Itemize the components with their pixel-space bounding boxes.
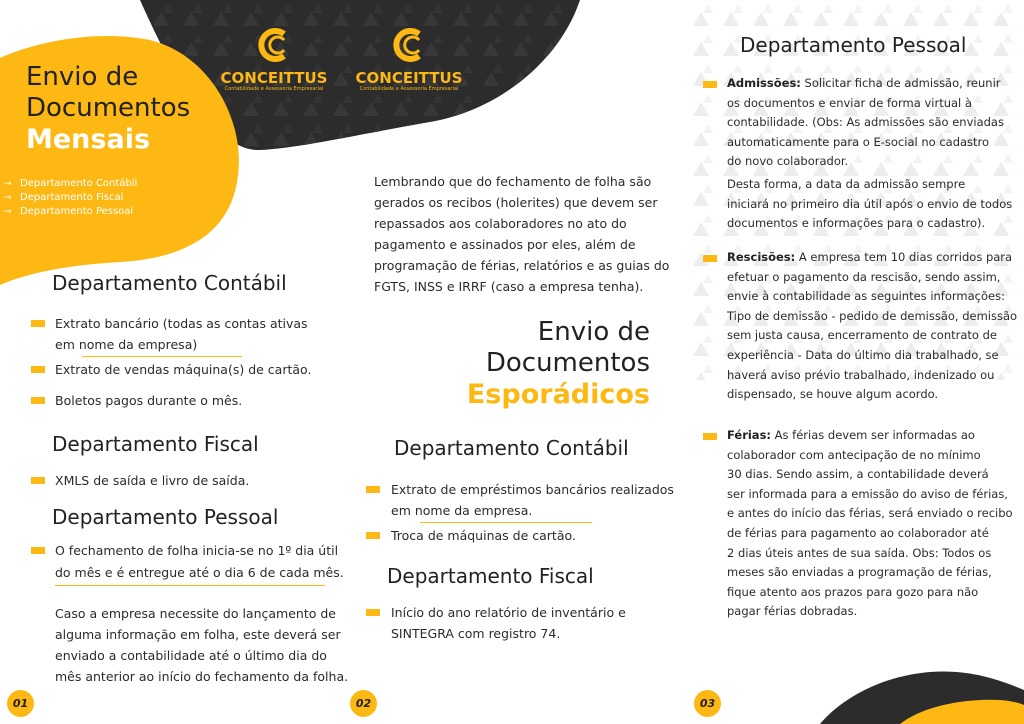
page-number: 01 [7, 690, 34, 717]
bullet-icon [703, 255, 717, 262]
note-line: Caso a empresa necessite do lançamento de [55, 606, 336, 621]
text-line: Solicitar ficha de admissão, reunir [800, 76, 1001, 90]
section-nav [4, 177, 137, 219]
text-line: sem justa causa, encerramento de contrato de [727, 328, 997, 343]
heading-contabil: Departamento Contábil [394, 436, 629, 460]
arrow-right-icon: → [4, 207, 12, 217]
intro-line: programação de férias, relatórios e as guias do [374, 258, 670, 273]
list-item: Extrato de empréstimos bancários realizados [391, 482, 674, 497]
heading-pessoal: Departamento Pessoal [740, 33, 967, 57]
text-line: haverá aviso prévio trabalhado, indenizado ou [727, 367, 995, 382]
list-item: em nome da empresa) [55, 337, 198, 352]
divider [420, 522, 592, 523]
heading-pessoal: Departamento Pessoal [52, 505, 279, 529]
title-line: Envio de [26, 62, 139, 92]
text-line: meses são enviadas a programação de férias, [727, 565, 992, 580]
title-line: Documentos [26, 93, 191, 123]
title-line: Documentos [485, 348, 650, 378]
text-line: experiência - Data do último dia trabalhado, se [727, 347, 999, 362]
page-number: 03 [694, 690, 721, 717]
intro-line: pagamento e assinados por eles, além de [374, 237, 636, 252]
note-line: mês anterior ao início do fechamento da folha. [55, 669, 349, 684]
title-highlight: Mensais [26, 124, 151, 155]
logo-right [354, 26, 464, 92]
text-line: ser informada para a emissão do aviso de férias, [727, 486, 1008, 501]
list-item: Extrato bancário (todas as contas ativas [55, 316, 308, 331]
bullet-icon [366, 532, 380, 539]
page-number: 02 [350, 690, 377, 717]
list-item: do mês e é entregue até o dia 6 de cada mês. [55, 565, 344, 580]
divider [82, 356, 242, 357]
text-line: de férias para pagamento ao colaborador até [727, 525, 989, 540]
nav-item[interactable] [4, 191, 137, 205]
brand-tagline: Contabilidade e Assessoria Empresarial [359, 86, 459, 92]
list-item: SINTEGRA com registro 74. [391, 626, 561, 641]
nav-item[interactable] [4, 205, 137, 219]
text-line: iniciará no primeiro dia útil após o envio de todos [727, 196, 1013, 211]
panel2-title [420, 317, 650, 410]
text-line: colaborador com antecipação de no mínimo [727, 447, 981, 462]
bullet-icon [31, 366, 45, 373]
text-line: os documentos e enviar de forma virtual à [727, 95, 972, 110]
panel1-title [26, 62, 190, 155]
text-line: 30 dias. Sendo assim, a contabilidade deverá [727, 467, 989, 482]
intro-line: repassados aos colaboradores no ato do [374, 216, 627, 231]
arrow-right-icon: → [4, 193, 12, 203]
title-line: Envio de [537, 317, 650, 347]
intro-line: gerados os recibos (holerites) que devem ser [374, 195, 658, 210]
rescisoes-label: Rescisões: [727, 250, 796, 264]
bullet-icon [31, 397, 45, 404]
ferias-label: Férias: [727, 428, 772, 442]
admissoes-label: Admissões: [727, 76, 801, 90]
nav-item[interactable] [4, 177, 137, 191]
bullet-icon [366, 609, 380, 616]
list-item: XMLS de saída e livro de saída. [55, 473, 250, 488]
text-line: 2 dias úteis antes de sua saída. Obs: Todos os [727, 545, 992, 560]
intro-line: FGTS, INSS e IRRF (caso a empresa tenha). [374, 279, 644, 294]
c-swoosh-icon [389, 26, 429, 64]
heading-contabil: Departamento Contábil [52, 271, 287, 295]
heading-fiscal: Departamento Fiscal [52, 432, 259, 456]
text-line: automaticamente para o E-social no cadastro [727, 134, 990, 149]
admissoes-block [727, 74, 1017, 234]
text-line: do novo colaborador. [727, 154, 849, 169]
list-item: Troca de máquinas de cartão. [391, 528, 576, 543]
text-line: contabilidade. (Obs: As admissões são enviadas [727, 115, 1004, 130]
c-swoosh-icon [254, 26, 294, 64]
divider [55, 585, 325, 586]
text-line: dispensado, se houve algum acordo. [727, 387, 939, 402]
rescisoes-block [727, 248, 1022, 405]
intro-line: Lembrando que do fechamento de folha são [374, 174, 652, 189]
brand-tagline: Contabilidade e Assessoria Empresarial [224, 86, 324, 92]
nav-label: Departamento Contábil [20, 178, 138, 189]
text-line: fique atento aos prazos para gozo para não [727, 584, 979, 599]
text-line: efetuar o pagamento da rescisão, sendo assim, [727, 269, 1001, 284]
list-item: O fechamento de folha inicia-se no 1º dia útil [55, 543, 339, 558]
note-line: enviado a contabilidade até o último dia do [55, 648, 327, 663]
text-line: As férias devem ser informadas ao [771, 428, 975, 442]
bullet-icon [31, 547, 45, 554]
list-item: em nome da empresa. [391, 503, 533, 518]
text-line: Desta forma, a data da admissão sempre [727, 176, 966, 191]
bullet-icon [366, 486, 380, 493]
nav-label: Departamento Fiscal [20, 192, 124, 203]
logo-left [219, 26, 329, 92]
text-line: A empresa tem 10 dias corridos para [795, 250, 1013, 264]
list-item: Boletos pagos durante o mês. [55, 393, 243, 408]
list-item: Extrato de vendas máquina(s) de cartão. [55, 362, 312, 377]
bullet-icon [31, 477, 45, 484]
title-highlight: Esporádicos [466, 379, 650, 410]
nav-label: Departamento Pessoal [20, 206, 134, 217]
text-line: e antes do início das férias, será enviado o recibo [727, 506, 1013, 521]
brand-name: CONCEITTUS [220, 69, 328, 87]
bullet-icon [703, 81, 717, 88]
text-line: envie à contabilidade as seguintes informações: [727, 289, 1005, 304]
list-item: Início do ano relatório de inventário e [391, 605, 626, 620]
ferias-block [727, 426, 1017, 622]
text-line: Tipo de demissão - pedido de demissão, demissão [727, 308, 1018, 323]
heading-fiscal: Departamento Fiscal [387, 564, 594, 588]
text-line: documentos e informações para o cadastro). [727, 216, 986, 231]
brand-name: CONCEITTUS [355, 69, 463, 87]
bullet-icon [703, 433, 717, 440]
bullet-icon [31, 320, 45, 327]
arrow-right-icon: → [4, 179, 12, 189]
note-line: alguma informação em folha, este deverá ser [55, 627, 341, 642]
text-line: pagar férias dobradas. [727, 604, 858, 619]
